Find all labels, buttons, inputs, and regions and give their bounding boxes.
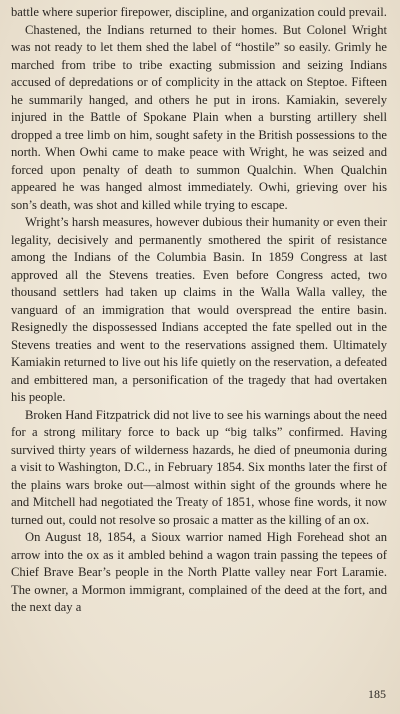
paragraph-3: Wright’s harsh measures, however dubious their humanity or even their legality, decisively and permanently smothered the spirit of resistance among the Indians of the Columbia Basin. In 1859 Congress at last approved all the Stevens treaties. Even before Congress acted, two thousand settlers had taken up claims in the Walla Walla valley, the vanguard of an immigration that would overspread the entire basin. Resignedly the dispossessed Indians accepted the fate spelled out in the Stevens treaties and went to the reservations assigned them. Ultimately Kamiakin returned to live out his life quietly on the reservation, a defeated and embittered man, a personification of the tragedy that had overtaken his people.	[11, 215, 387, 404]
paragraph-1: battle where superior firepower, discipline, and organization could prevail.	[11, 5, 387, 19]
body-text	[11, 4, 387, 617]
paragraph-4: Broken Hand Fitzpatrick did not live to see his warnings about the need for a strong military force to back up “big talks” confirmed. Having survived thirty years of wilderness hazards, he died of pneumonia during a visit to Washington, D.C., in February 1854. Six months later the first of the plains wars broke out—almost within sight of the grounds where he and Mitchell had negotiated the Treaty of 1851, whose fine words, it now turned out, could not resolve so prosaic a matter as the killing of an ox.	[11, 407, 387, 527]
paragraph-5: On August 18, 1854, a Sioux warrior named High Forehead shot an arrow into the ox as it ambled behind a wagon train passing the tepees of Chief Brave Bear’s people in the North Platte valley near Fort Laramie. The owner, a Mormon immigrant, complained of the deed at the fort, and the next day a	[11, 530, 387, 614]
paragraph-2: Chastened, the Indians returned to their homes. But Colonel Wright was not ready to let them shed the label of “hostile” so easily. Grimly he marched from tribe to tribe exacting submission and seizing Indians accused of depredations or of complicity in the attack on Steptoe. Fifteen he summarily hanged, and others he put in irons. Kamiakin, severely injured in the Battle of Spokane Plain when a bursting artillery shell dropped a tree limb on him, sought safety in the British possessions to the north. When Owhi came to make peace with Wright, he was seized and forced upon penalty of death to summon Qualchin. When Qualchin appeared he was hanged almost immediately. Owhi, grieving over his son’s death, was shot and killed while trying to escape.	[11, 22, 387, 212]
page-number: 185	[368, 687, 386, 701]
